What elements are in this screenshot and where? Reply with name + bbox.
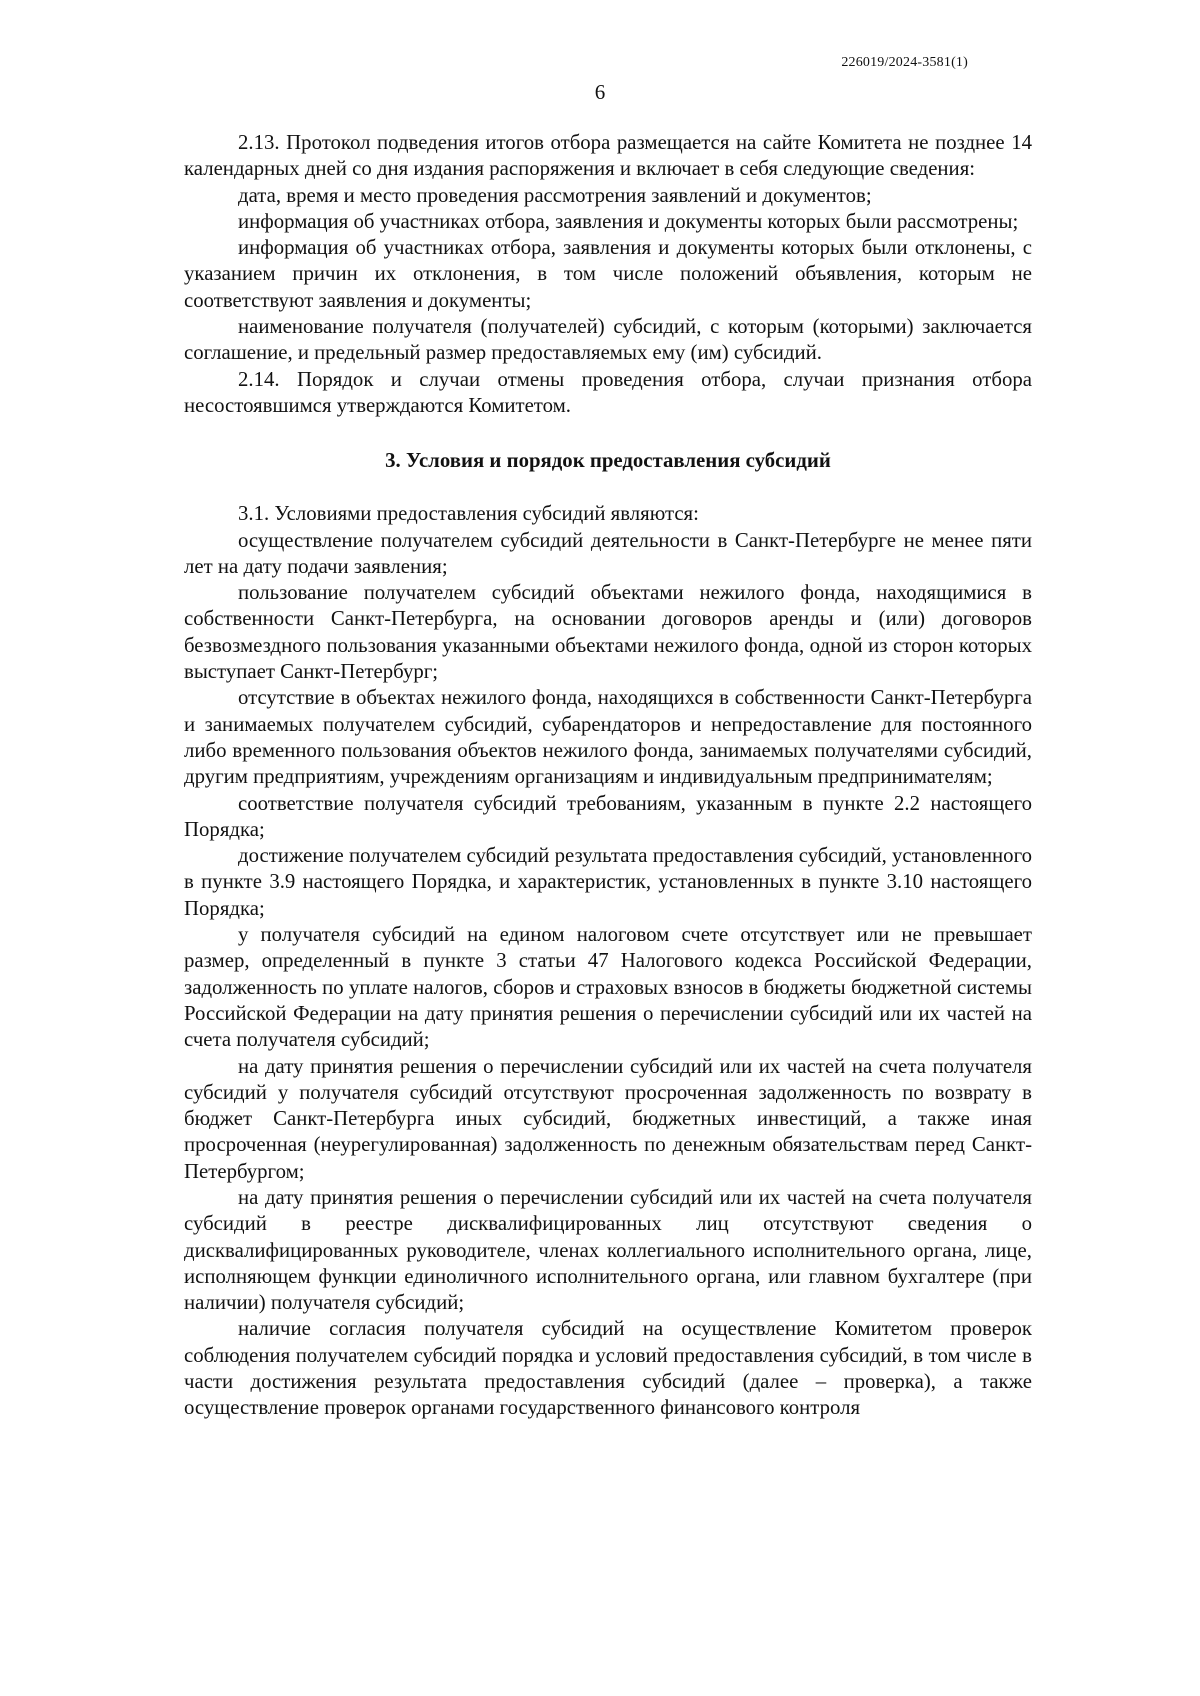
paragraph-2-14: 2.14. Порядок и случаи отмены проведения отбора, случаи признания отбора несостоявшимся утверждаются Комитетом. [184, 367, 1032, 417]
paragraph: на дату принятия решения о перечислении субсидий или их частей на счета получателя субсидий у получателя субсидий отсутствуют просроченная задолженность по возврату в бюджет Санкт-Петербурга иных субсидий, бюджетных инвестиций, а также иная просроченная (неурегулированная) задолженность по денежным обязательствам перед Санкт-Петербургом; [184, 1054, 1032, 1183]
paragraph: отсутствие в объектах нежилого фонда, находящихся в собственности Санкт-Петербурга и занимаемых получателем субсидий, субарендаторов и непредоставление для постоянного либо временного пользования объектов нежилого фонда, занимаемых получателями субсидий, другим предприятиям, учреждениям организациям и индивидуальным предпринимателям; [184, 686, 1032, 789]
paragraph-3-1: 3.1. Условиями предоставления субсидий являются: [238, 502, 699, 526]
document-id: 226019/2024-3581(1) [841, 55, 968, 70]
paragraph: достижение получателем субсидий результата предоставления субсидий, установленного в пункте 3.9 настоящего Порядка, и характеристик, установленных в пункте 3.10 настоящего Порядка; [184, 844, 1032, 920]
paragraph: наименование получателя (получателей) субсидий, с которым (которыми) заключается соглашение, и предельный размер предоставляемых ему (им) субсидий. [184, 315, 1032, 365]
paragraph: соответствие получателя субсидий требованиям, указанным в пункте 2.2 настоящего Порядка; [184, 791, 1032, 841]
paragraph: информация об участниках отбора, заявления и документы которых были рассмотрены; [238, 209, 1019, 233]
page-number: 6 [594, 80, 606, 104]
paragraph: информация об участниках отбора, заявления и документы которых были отклонены, с указанием причин их отклонения, в том числе положений объявления, которым не соответствуют заявления и документы; [184, 236, 1032, 312]
paragraph: на дату принятия решения о перечислении субсидий или их частей на счета получателя субсидий в реестре дисквалифицированных лиц отсутствуют сведения о дисквалифицированных руководителе, членах коллегиального исполнительного органа, лице, исполняющем функции единоличного исполнительного органа, или главном бухгалтере (при наличии) получателя субсидий; [184, 1185, 1032, 1315]
paragraph: у получателя субсидий на едином налоговом счете отсутствует или не превышает размер, определенный в пункте 3 статьи 47 Налогового кодекса Российской Федерации, задолженность по уплате налогов, сборов и страховых взносов в бюджеты бюджетной системы Российской Федерации на дату принятия решения о перечислении субсидий или их частей на счета получателя субсидий; [184, 923, 1032, 1052]
section-heading-3: 3. Условия и порядок предоставления субсидий [385, 449, 831, 473]
document-body [184, 130, 1032, 1422]
paragraph: осуществление получателем субсидий деятельности в Санкт-Петербурге не менее пяти лет на дату подачи заявления; [184, 528, 1032, 578]
paragraph: пользование получателем субсидий объектами нежилого фонда, находящимися в собственности Санкт-Петербурга, на основании договоров аренды и (или) договоров безвозмездного пользования указанными объектами нежилого фонда, одной из сторон которых выступает Санкт-Петербург; [184, 581, 1032, 684]
paragraph: наличие согласия получателя субсидий на осуществление Комитетом проверок соблюдения получателем субсидий порядка и условий предоставления субсидий, в том числе в части достижения результата предоставления субсидий (далее – проверка), а также осуществление проверок органами государственного финансового контроля [184, 1317, 1032, 1420]
paragraph: дата, время и место проведения рассмотрения заявлений и документов; [238, 183, 872, 207]
paragraph-2-13: 2.13. Протокол подведения итогов отбора размещается на сайте Комитета не позднее 14 календарных дней со дня издания распоряжения и включает в себя следующие сведения: [184, 131, 1032, 181]
